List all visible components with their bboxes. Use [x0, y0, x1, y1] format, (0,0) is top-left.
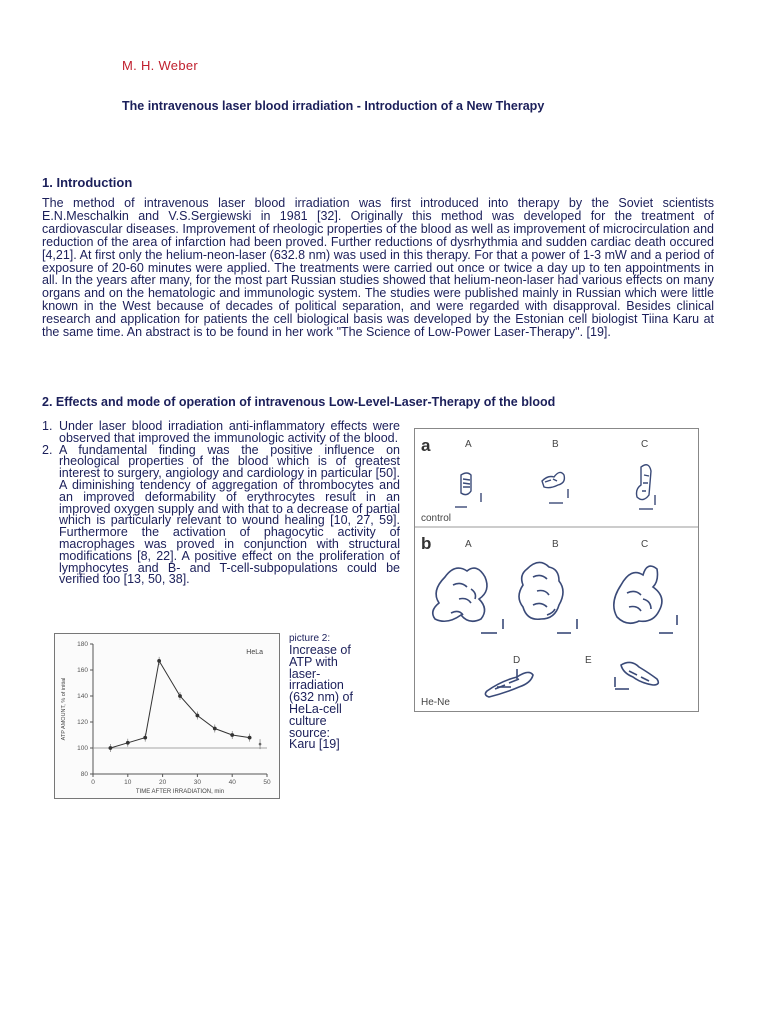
col-label-bottom-c: C	[641, 539, 649, 550]
data-point	[259, 743, 262, 746]
data-point	[248, 736, 252, 740]
section-2-heading: 2. Effects and mode of operation of intravenous Low-Level-Laser-Therapy of the blood	[42, 395, 556, 409]
data-point	[143, 736, 147, 740]
x-tick-label: 0	[91, 779, 95, 786]
effects-list	[42, 421, 400, 586]
col-label-bottom-b: B	[552, 539, 559, 550]
panel-a-label: a	[421, 436, 431, 455]
y-axis-label: ATP AMOUNT, % of initial	[61, 677, 67, 741]
caption-label: picture 2:	[289, 633, 331, 644]
data-point	[213, 727, 217, 731]
list-item	[42, 421, 400, 445]
list-item-number: 2.	[42, 442, 53, 457]
author-name: M. H. Weber	[122, 58, 199, 73]
x-tick-label: 50	[263, 779, 271, 786]
x-tick-label: 30	[193, 779, 202, 786]
x-tick-label: 20	[158, 779, 167, 786]
x-axis-label: TIME AFTER IRRADIATION, min	[135, 789, 225, 795]
panel-b-label: b	[421, 534, 432, 553]
col-label-d: D	[513, 655, 521, 666]
data-point	[109, 746, 113, 750]
col-label-top-b: B	[552, 439, 559, 450]
list-item-number: 1.	[42, 419, 53, 433]
control-cells	[455, 465, 655, 509]
cell-hene-a	[433, 568, 503, 633]
figure-caption	[289, 633, 359, 751]
y-tick-label: 160	[77, 667, 88, 674]
hene-label: He-Ne	[421, 697, 450, 708]
col-label-e: E	[585, 655, 592, 666]
atp-chart-figure	[54, 633, 280, 799]
y-tick-label: 140	[77, 693, 88, 700]
paper-title: The intravenous laser blood irradiation - Introduction of a New Therapy	[122, 99, 545, 113]
cell-control-c	[637, 465, 656, 509]
microscopy-figure	[414, 428, 699, 712]
col-label-top-a: A	[465, 439, 472, 450]
cell-control-a	[455, 473, 481, 507]
data-point	[126, 741, 130, 745]
y-tick-label: 180	[77, 641, 88, 648]
cell-hene-e	[615, 662, 658, 689]
series-line	[110, 661, 249, 748]
x-tick-label: 10	[124, 779, 132, 786]
y-tick-label: 80	[80, 771, 88, 778]
data-point	[157, 659, 161, 663]
col-label-top-c: C	[641, 439, 649, 450]
introduction-paragraph: The method of intravenous laser blood irradiation was first introduced into therapy by the Soviet scientists E.N.Meschalkin and V.S.Sergiewski in 1981 [32]. Originally this method was developed for the treatment of cardiovascular diseases. Improvement of rheologic properties of the blood as well as improvement of microcirculation and reduction of the area of infarction had been proved. Further reductions of dysrhythmia and sudden cardiac death occured [4,21]. At first only the helium-neon-laser (632.8 nm) was used in this therapy. For that a power of 1-3 mW and a period of exposure of 20-60 minutes were applied. The treatments were carried out once or twice a day up to ten appointments in all. In the years after many, for the most part Russian studies showed that helium-neon-laser had various effects on many organs and on the hematologic and immunologic system. The studies were published mainly in Russian which were little known in the West because of decades of political separation, and were regarded with disapproval. Besides clinical research and application for patients the cell biological basis was developed by the Estonian cell biologist Tiina Karu at the same time. An abstract is to be found in her work "The Science of Low-Power Laser-Therapy". [19].	[42, 196, 714, 340]
data-point	[196, 714, 200, 718]
irradiated-cells	[433, 562, 677, 697]
cell-hene-c	[614, 566, 677, 633]
cell-hene-d	[485, 669, 533, 697]
data-point	[230, 733, 234, 737]
y-tick-label: 100	[77, 745, 88, 752]
list-item	[42, 442, 400, 587]
list-item-text: Under laser blood irradiation anti-inflammatory effects were observed that improved the immunologic activity of the blood.	[59, 419, 400, 445]
y-tick-label: 120	[77, 719, 88, 726]
atp-chart	[55, 634, 279, 798]
cell-hene-b	[519, 562, 577, 633]
chart-title: HeLa	[246, 649, 263, 656]
x-tick-label: 40	[228, 779, 236, 786]
caption-text: Increase of ATP with laser-irradiation (632 nm) of HeLa-cell culture source: Karu [19]	[289, 643, 353, 752]
list-item-text: A fundamental finding was the positive influence on rheological properties of the blood which is of greatest interest to surgery, angiology and cardiology in particular [50]. A diminishing tendency of aggregation of thrombocytes and an improved deformability of erythrocytes result in an improved oxygen supply and with that to a decrease of partial which is particularly relevant to wound healing [10, 27, 59]. Furthermore the activation of phagocytic activity of macrophages was proved in conjunction with structural modifications [8, 22]. A positive effect on the proliferation of lymphocytes and B- and T-cell-subpopulations could be verified too [13, 50, 38].	[59, 442, 400, 587]
cell-control-b	[542, 472, 568, 503]
control-label: control	[421, 513, 452, 524]
data-point	[178, 694, 182, 698]
microscopy-figure-svg	[415, 429, 698, 711]
col-label-bottom-a: A	[465, 539, 472, 550]
section-1-heading: 1. Introduction	[42, 175, 133, 190]
